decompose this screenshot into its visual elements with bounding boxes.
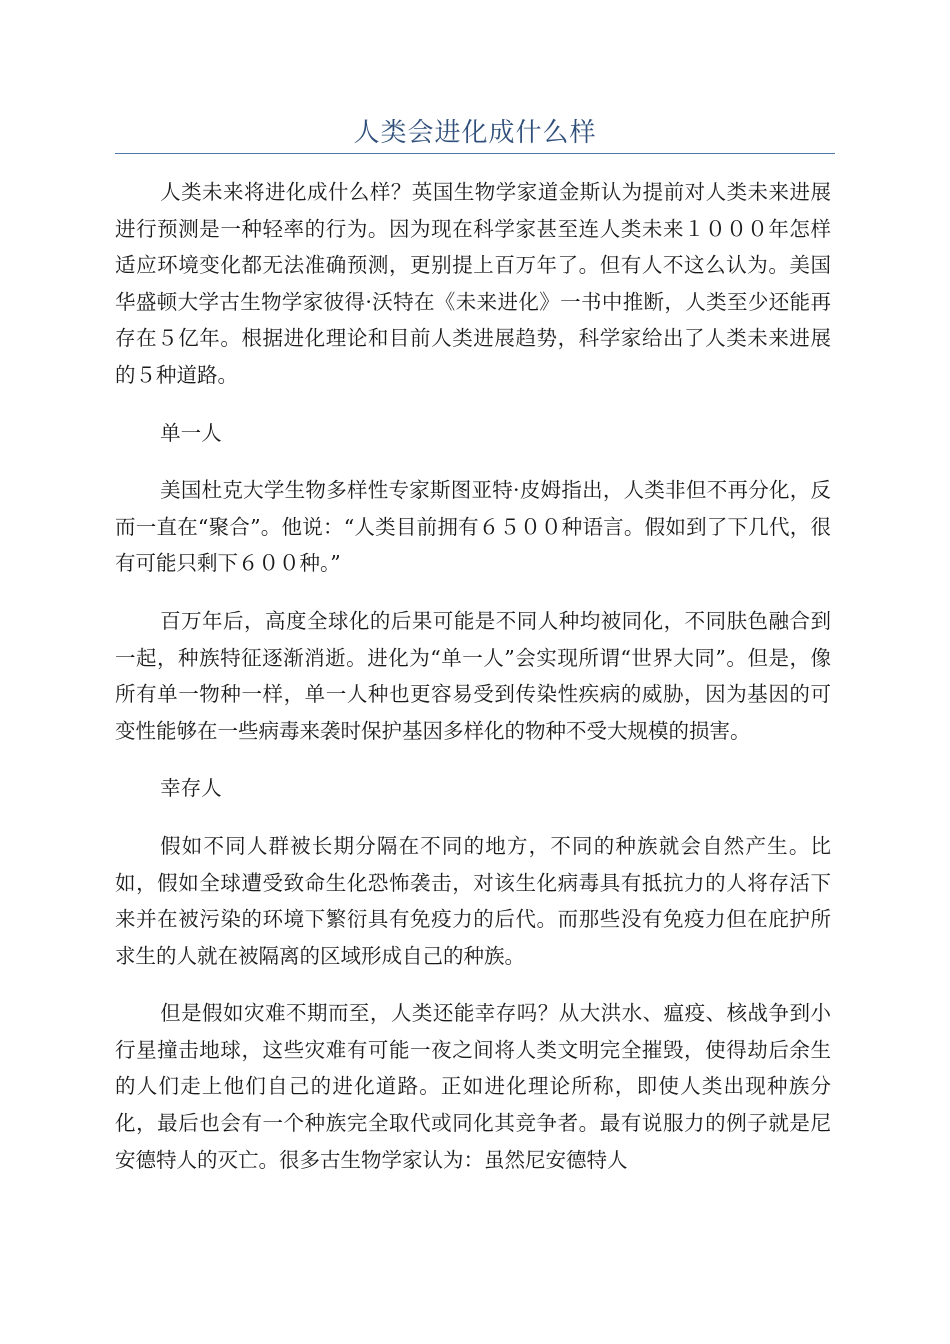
paragraph-catastrophe: 但是假如灾难不期而至，人类还能幸存吗？从大洪水、瘟疫、核战争到小行星撞击地球，这些灾难有可能一夜之间将人类文明完全摧毁，使得劫后余生的人们走上他们自己的进化道路。正如进化理论所称，即使人类出现种族分化，最后也会有一个种族完全取代或同化其竞争者。最有说服力的例子就是尼安德特人的灭亡。很多古生物学家认为：虽然尼安德特人 <box>115 1001 831 1172</box>
section-heading-single-human: 单一人 <box>160 420 222 445</box>
section-heading-survivor-human: 幸存人 <box>160 776 222 801</box>
paragraph-globalization: 百万年后，高度全球化的后果可能是不同人种均被同化，不同肤色融合到一起，种族特征逐渐消逝。进化为“单一人”会实现所谓“世界大同”。但是，像所有单一物种一样，单一人种也更容易受到传染性疾病的威胁，因为基因的可变性能够在一些病毒来袭时保护基因多样化的物种不受大规模的损害。 <box>115 608 831 743</box>
document-body <box>115 174 831 1199</box>
title-underline <box>115 153 835 154</box>
paragraph-intro: 人类未来将进化成什么样？英国生物学家道金斯认为提前对人类未来进展进行预测是一种轻率的行为。因为现在科学家甚至连人类未来１０００年怎样适应环境变化都无法准确预测，更别提上百万年了。但有人不这么认为。美国华盛顿大学古生物学家彼得·沃特在《未来进化》一书中推断，人类至少还能再存在５亿年。根据进化理论和目前人类进展趋势，科学家给出了人类未来进展的５种道路。 <box>115 180 831 387</box>
document-title: 人类会进化成什么样 <box>353 118 597 148</box>
paragraph-pimm-quote: 美国杜克大学生物多样性专家斯图亚特·皮姆指出，人类非但不再分化，反而一直在“聚合”。他说：“人类目前拥有６５００种语言。假如到了下几代，很有可能只剩下６００种。” <box>115 478 831 576</box>
paragraph-isolation: 假如不同人群被长期分隔在不同的地方，不同的种族就会自然产生。比如，假如全球遭受致命生化恐怖袭击，对该生化病毒具有抵抗力的人将存活下来并在被污染的环境下繁衍具有免疫力的后代。而那些没有免疫力但在庇护所求生的人就在被隔离的区域形成自己的种族。 <box>115 833 831 968</box>
